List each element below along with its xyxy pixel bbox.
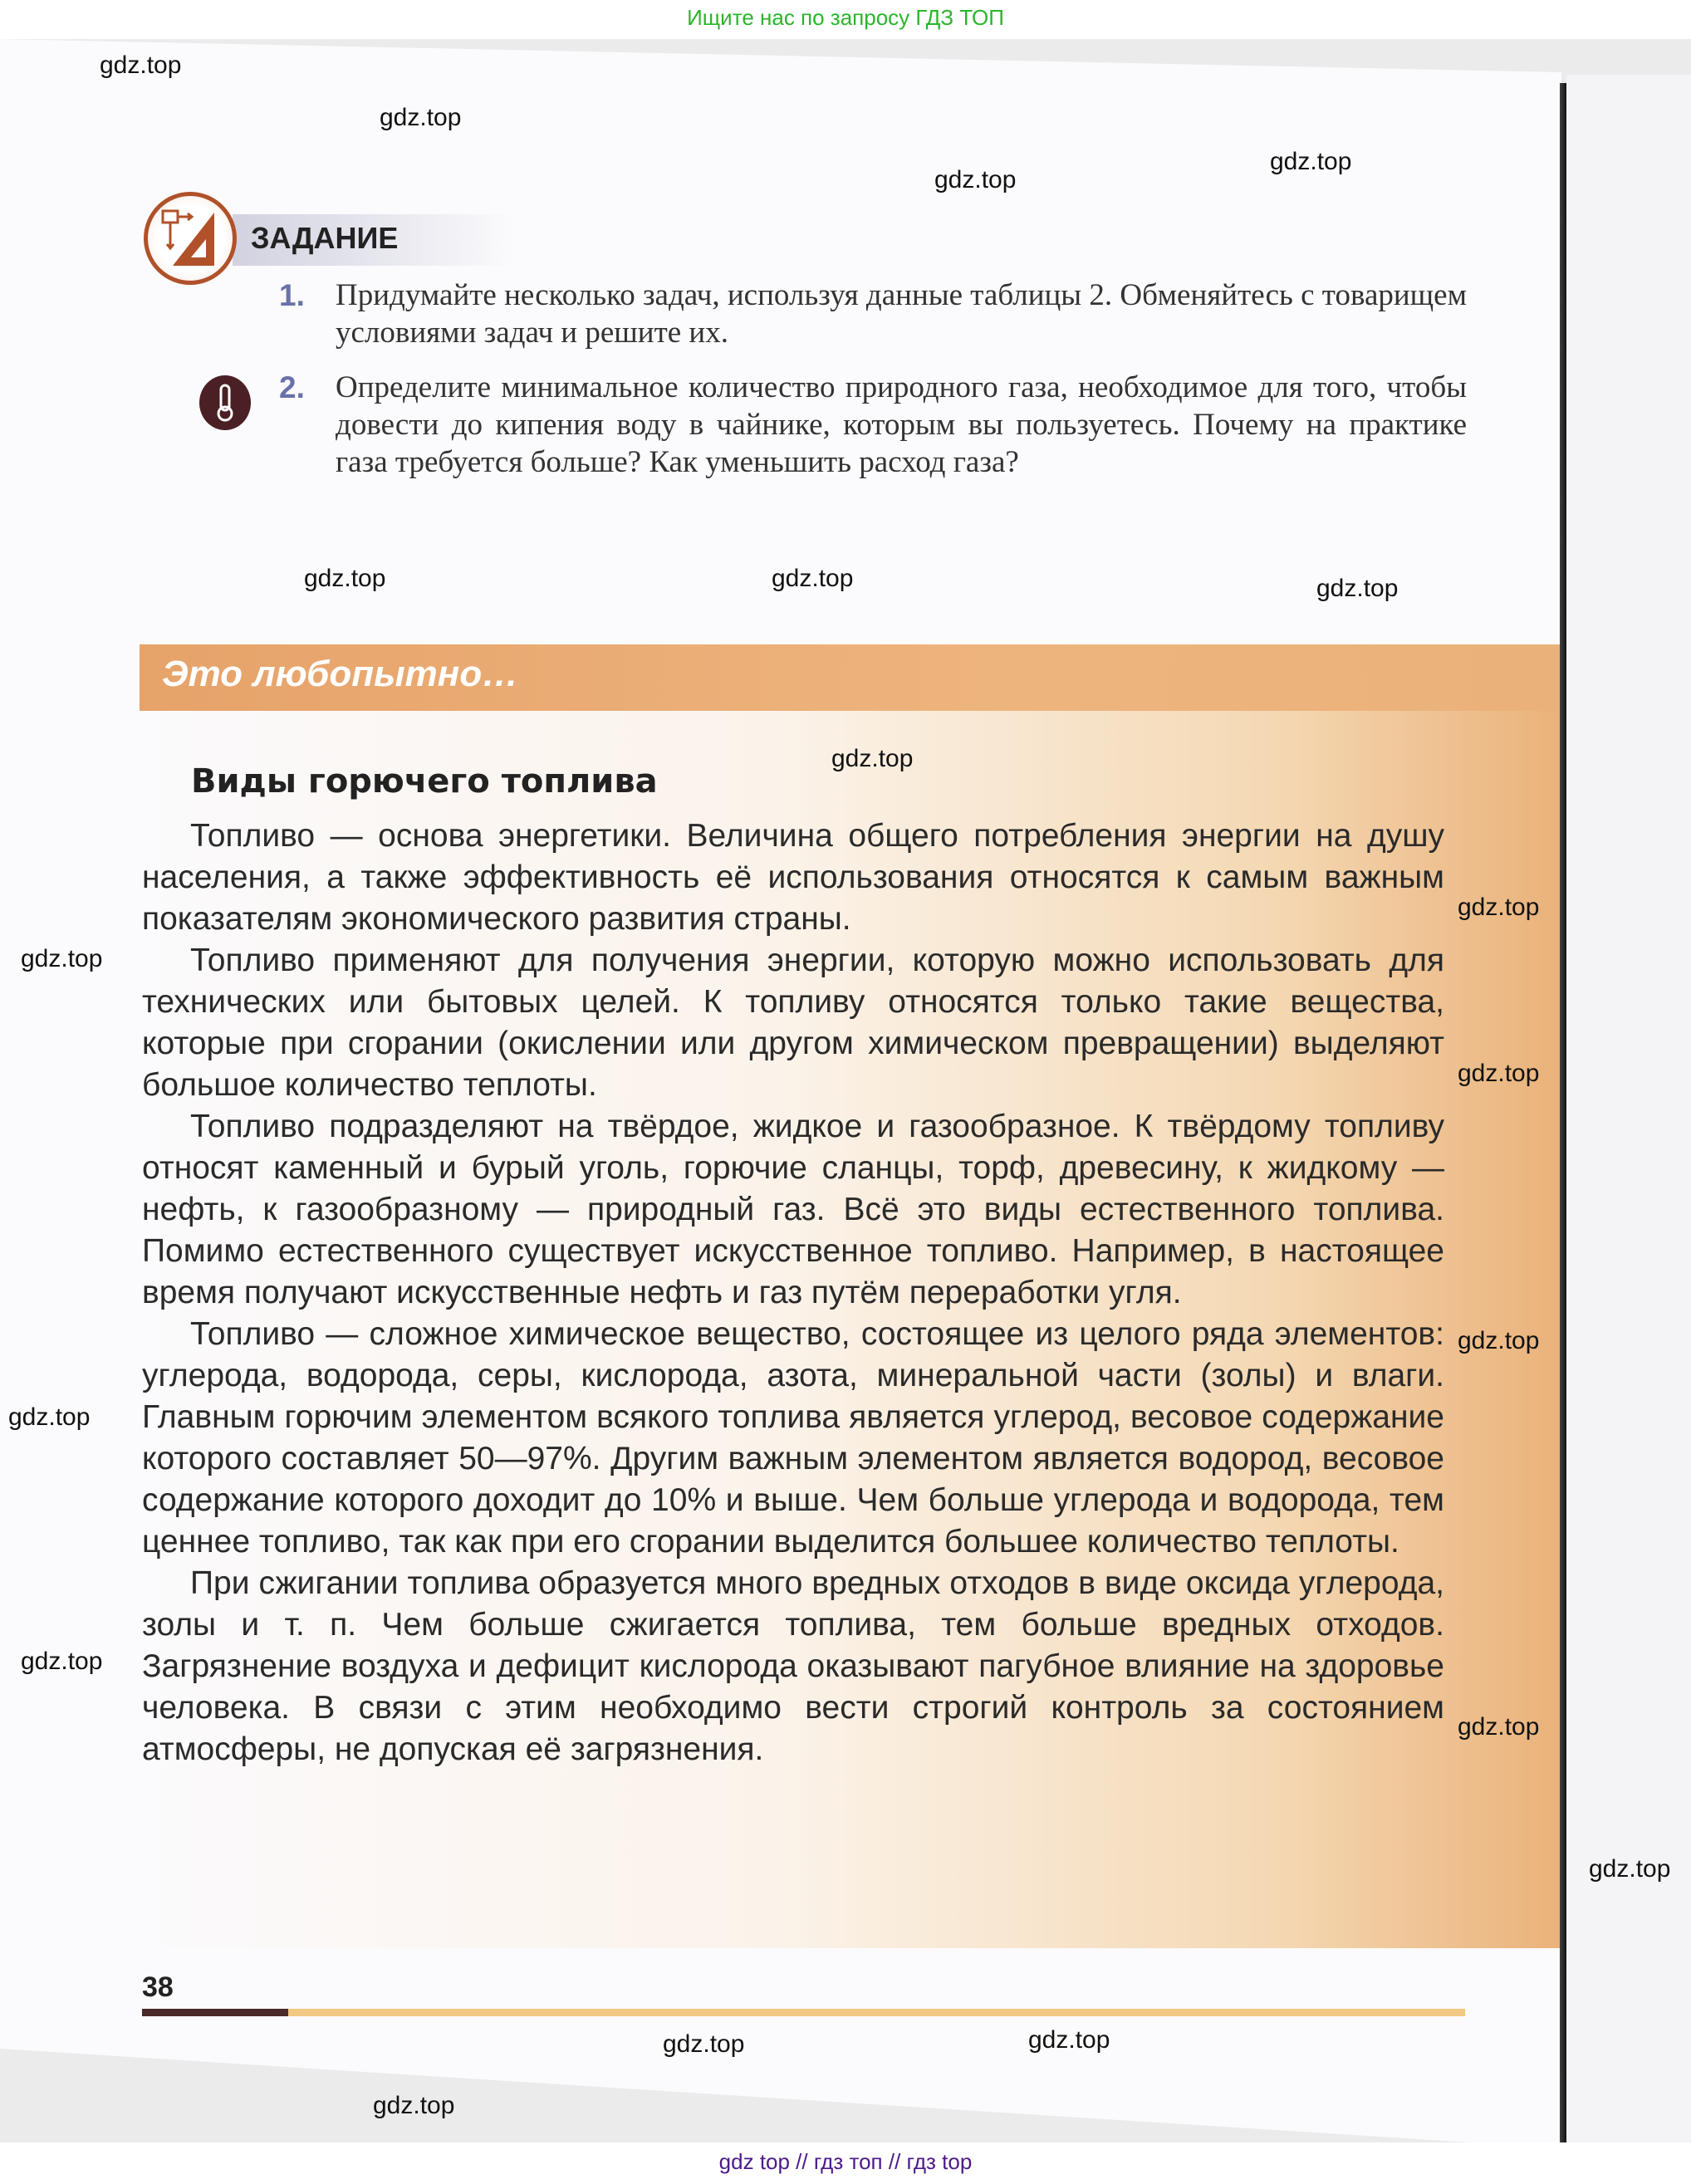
watermark: gdz.top <box>8 1403 91 1431</box>
watermark: gdz.top <box>1458 1713 1540 1741</box>
watermark: gdz.top <box>663 2030 745 2058</box>
paragraph: Топливо — основа энергетики. Величина общего потребления энергии на душу населения, а также эффективность её использования относятся к самым важным показателям экономического развития страны. <box>142 818 1444 937</box>
task-title: ЗАДАНИЕ <box>251 221 399 255</box>
watermark: gdz.top <box>772 565 854 592</box>
next-page-edge <box>1566 75 1691 2142</box>
watermark: gdz.top <box>934 166 1017 193</box>
watermark: gdz.top <box>373 2092 455 2119</box>
page-binding-edge <box>1560 83 1566 2142</box>
watermark: gdz.top <box>304 565 386 592</box>
section-heading: Виды горючего топлива <box>191 762 658 801</box>
item-text: Придумайте несколько задач, используя данные таблицы 2. Обменяйтесь с товарищем условиями задач и решите их. <box>336 278 1468 350</box>
curious-banner-title: Это любопытно… <box>162 654 519 694</box>
watermark: gdz.top <box>380 104 462 131</box>
watermark: gdz.top <box>1458 1060 1540 1087</box>
task-item-2 <box>279 369 1467 481</box>
paragraph: Топливо применяют для получения энергии, которую можно использовать для технических или бытовых целей. К топливу относятся только такие вещества, которые при сгорании (окислении или другом химическом превращении) выделяют большое количество теплоты. <box>142 943 1444 1103</box>
paragraph: При сжигании топлива образуется много вредных отходов в виде оксида углерода, золы и т. п. Чем больше сжигается топлива, тем больше вредных отходов. Загрязнение воздуха и дефицит кислорода оказывают пагубное влияние на здоровье человека. В связи с этим необходимо вести строгий контроль за состоянием атмосферы, не допуская её загрязнения. <box>142 1565 1444 1767</box>
footer-rule <box>142 2009 1465 2016</box>
task-items <box>279 277 1467 481</box>
section-body <box>142 815 1444 1770</box>
item-number: 1. <box>279 278 305 312</box>
watermark: gdz.top <box>1458 894 1540 921</box>
watermark: gdz.top <box>1316 575 1399 602</box>
watermark: gdz.top <box>1028 2026 1110 2054</box>
watermark: gdz.top <box>831 745 914 772</box>
watermark: gdz.top <box>100 51 182 79</box>
paragraph: Топливо — сложное химическое вещество, состоящее из целого ряда элементов: углерода, водорода, серы, кислорода, азота, минеральной части (золы) и влаги. Главным горючим элементом всякого топлива является углерод, весовое содержание которого составляет 50—97%. Другим важным элементом является водород, весовое содержание которого доходит до 10% и выше. Чем больше углерода и водорода, тем ценнее топливо, так как при его сгорании выделится большее количество теплоты. <box>142 1316 1444 1560</box>
watermark: gdz.top <box>21 1648 103 1675</box>
watermark: gdz.top <box>1458 1327 1540 1354</box>
thermometer-icon <box>199 375 251 430</box>
page-number: 38 <box>142 1971 174 2003</box>
bottom-banner[interactable]: gdz top // гдз топ // гдз top <box>0 2142 1691 2184</box>
top-banner[interactable]: Ищите нас по запросу ГДЗ ТОП <box>0 0 1691 39</box>
task-icon <box>144 192 237 285</box>
watermark: gdz.top <box>1589 1855 1671 1883</box>
watermark: gdz.top <box>21 945 103 972</box>
footer-rule-accent <box>142 2009 288 2016</box>
item-number: 2. <box>279 370 305 404</box>
task-item-1 <box>279 277 1467 351</box>
watermark: gdz.top <box>1270 148 1352 175</box>
item-text: Определите минимальное количество природного газа, необходимое для того, чтобы довести до кипения воду в чайнике, которым вы пользуетесь. Почему на практике газа требуется больше? Как уменьшить расход газа? <box>336 370 1467 479</box>
paragraph: Топливо подразделяют на твёрдое, жидкое и газообразное. К твёрдому топливу относят каменный и бурый уголь, горючие сланцы, торф, древесину, к жидкому — нефть, к газообразному — природный газ. Всё это виды естественного топлива. Помимо естественного существует искусственное топливо. Например, в настоящее время получают искусственные нефть и газ путём переработки угля. <box>142 1109 1444 1310</box>
